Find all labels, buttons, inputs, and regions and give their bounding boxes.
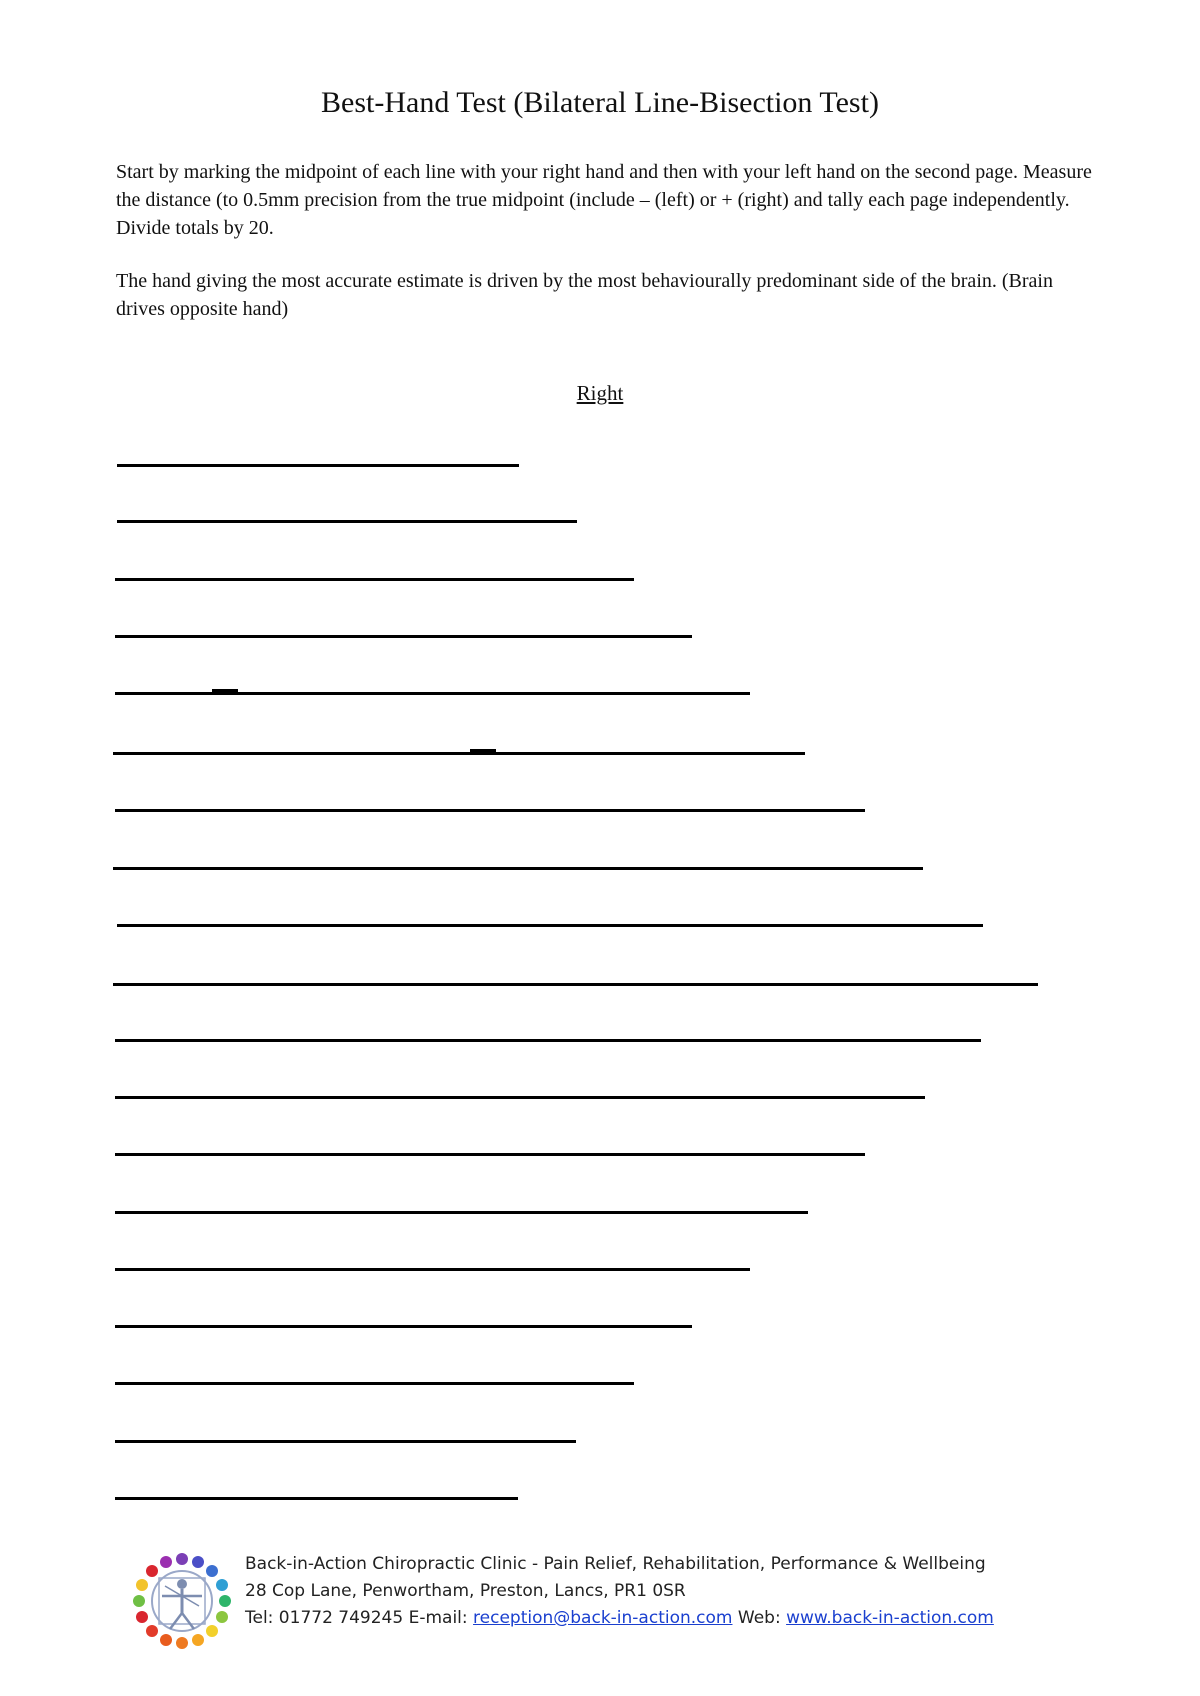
bisection-line[interactable] bbox=[115, 809, 865, 812]
website-link[interactable]: www.back-in-action.com bbox=[786, 1608, 994, 1628]
bisection-line[interactable] bbox=[115, 1440, 576, 1443]
vitruvian-man-hands-logo-icon bbox=[132, 1551, 232, 1651]
bisection-line[interactable] bbox=[115, 1211, 808, 1214]
footer-text bbox=[245, 1551, 994, 1632]
bisection-line[interactable] bbox=[117, 924, 983, 927]
clinic-name: Back-in-Action Chiropractic Clinic - Pain Relief, Rehabilitation, Performance & Wellbeing bbox=[245, 1554, 986, 1574]
section-label bbox=[0, 381, 1200, 406]
bisection-line[interactable] bbox=[117, 464, 519, 467]
bisection-line[interactable] bbox=[115, 578, 634, 581]
section-label-text: Right bbox=[576, 381, 624, 405]
instructions-paragraph: Start by marking the midpoint of each line with your right hand and then with your left hand on the second page. Measure the distance (to 0.5mm precision from the true midpoint (include – (left) or + (right) and tally each page independently. Divide totals by 20. bbox=[116, 161, 1092, 239]
bisection-line[interactable] bbox=[115, 1039, 981, 1042]
page-title: Best-Hand Test (Bilateral Line-Bisection Test) bbox=[321, 86, 879, 119]
note-paragraph: The hand giving the most accurate estimate is driven by the most behaviourally predominant side of the brain. (Brain drives opposite hand) bbox=[116, 270, 1053, 320]
bisection-line[interactable] bbox=[113, 983, 1038, 986]
bisection-line[interactable] bbox=[115, 1497, 518, 1500]
stray-mark bbox=[212, 689, 238, 692]
bisection-line[interactable] bbox=[115, 1153, 865, 1156]
footer bbox=[132, 1551, 1082, 1661]
bisection-line[interactable] bbox=[115, 1096, 925, 1099]
contact-line bbox=[245, 1605, 994, 1632]
bisection-line[interactable] bbox=[117, 520, 577, 523]
bisection-line[interactable] bbox=[115, 635, 692, 638]
bisection-line[interactable] bbox=[115, 1268, 750, 1271]
bisection-line[interactable] bbox=[115, 1382, 634, 1385]
stray-mark bbox=[470, 749, 496, 752]
bisection-line[interactable] bbox=[115, 692, 750, 695]
clinic-address: 28 Cop Lane, Penwortham, Preston, Lancs, PR1 0SR bbox=[245, 1581, 686, 1601]
email-link[interactable]: reception@back-in-action.com bbox=[473, 1608, 733, 1628]
bisection-line[interactable] bbox=[113, 752, 805, 755]
web-label: Web: bbox=[732, 1608, 787, 1628]
bisection-line[interactable] bbox=[113, 867, 923, 870]
tel-label: Tel: 01772 749245 E-mail: bbox=[245, 1608, 474, 1628]
bisection-line[interactable] bbox=[115, 1325, 692, 1328]
